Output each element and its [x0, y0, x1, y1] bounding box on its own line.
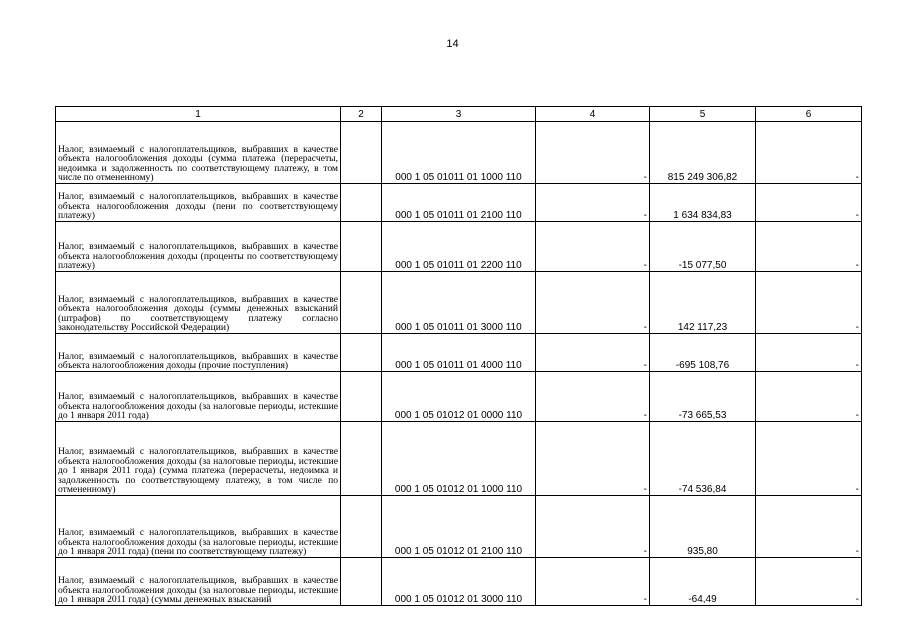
row-amount: -74 536,84	[650, 422, 756, 496]
row-col4: -	[536, 122, 650, 184]
row-budget-code: 000 1 05 01011 01 2100 110	[382, 184, 536, 222]
table-header-row	[56, 107, 862, 122]
row-col2	[341, 372, 382, 422]
table-row	[56, 184, 862, 222]
row-budget-code: 000 1 05 01011 01 2200 110	[382, 222, 536, 272]
row-budget-code: 000 1 05 01012 01 2100 110	[382, 496, 536, 558]
table-row	[56, 496, 862, 558]
row-col4: -	[536, 496, 650, 558]
row-col4: -	[536, 334, 650, 372]
row-col6: -	[756, 422, 862, 496]
column-header-3: 3	[382, 107, 536, 122]
row-col6: -	[756, 372, 862, 422]
row-name: Налог, взимаемый с налогоплательщиков, выбравших в качестве объекта налогообложения доходы (пени по соответствующему платежу)	[56, 184, 341, 222]
table-row	[56, 422, 862, 496]
row-col4: -	[536, 184, 650, 222]
row-col2	[341, 222, 382, 272]
row-amount: 815 249 306,82	[650, 122, 756, 184]
row-col2	[341, 122, 382, 184]
page-number: 14	[446, 38, 459, 50]
column-header-2: 2	[341, 107, 382, 122]
table-row	[56, 272, 862, 334]
row-col6: -	[756, 334, 862, 372]
column-header-6: 6	[756, 107, 862, 122]
row-budget-code: 000 1 05 01012 01 1000 110	[382, 422, 536, 496]
row-name: Налог, взимаемый с налогоплательщиков, выбравших в качестве объекта налогообложения доходы (сумма платежа (перерасчеты, недоимка и задолженность по соответствующему платежу, в том числе по отмененному)	[56, 122, 341, 184]
row-amount: 935,80	[650, 496, 756, 558]
row-col2	[341, 558, 382, 606]
row-col2	[341, 334, 382, 372]
row-col4: -	[536, 422, 650, 496]
row-name: Налог, взимаемый с налогоплательщиков, выбравших в качестве объекта налогообложения доходы (за налоговые периоды, истекшие до 1 января 2011 года) (сумма платежа (перерасчеты, недоимка и задолженность по соответствующему платежу, в том числе по отмененному)	[56, 422, 341, 496]
row-col6: -	[756, 496, 862, 558]
row-name: Налог, взимаемый с налогоплательщиков, выбравших в качестве объекта налогообложения доходы (прочие поступления)	[56, 334, 341, 372]
row-col4: -	[536, 222, 650, 272]
row-amount: -64,49	[650, 558, 756, 606]
column-header-5: 5	[650, 107, 756, 122]
row-col2	[341, 422, 382, 496]
row-col2	[341, 184, 382, 222]
row-name: Налог, взимаемый с налогоплательщиков, выбравших в качестве объекта налогообложения доходы (за налоговые периоды, истекшие до 1 января 2011 года) (суммы денежных взысканий	[56, 558, 341, 606]
row-name: Налог, взимаемый с налогоплательщиков, выбравших в качестве объекта налогообложения доходы (за налоговые периоды, истекшие до 1 января 2011 года)	[56, 372, 341, 422]
row-budget-code: 000 1 05 01011 01 1000 110	[382, 122, 536, 184]
row-budget-code: 000 1 05 01012 01 0000 110	[382, 372, 536, 422]
column-header-4: 4	[536, 107, 650, 122]
row-col4: -	[536, 272, 650, 334]
table-row	[56, 122, 862, 184]
row-col6: -	[756, 122, 862, 184]
row-col6: -	[756, 222, 862, 272]
row-name: Налог, взимаемый с налогоплательщиков, выбравших в качестве объекта налогообложения доходы (проценты по соответствующему платежу)	[56, 222, 341, 272]
row-col4: -	[536, 558, 650, 606]
row-col2	[341, 496, 382, 558]
table-row	[56, 372, 862, 422]
row-col6: -	[756, 184, 862, 222]
row-amount: -695 108,76	[650, 334, 756, 372]
table-row	[56, 334, 862, 372]
row-amount: -15 077,50	[650, 222, 756, 272]
row-name: Налог, взимаемый с налогоплательщиков, выбравших в качестве объекта налогообложения доходы (за налоговые периоды, истекшие до 1 января 2011 года) (пени по соответствующему платежу)	[56, 496, 341, 558]
row-col6: -	[756, 558, 862, 606]
revenue-table	[55, 106, 862, 606]
row-amount: -73 665,53	[650, 372, 756, 422]
row-budget-code: 000 1 05 01011 01 3000 110	[382, 272, 536, 334]
table-row	[56, 558, 862, 606]
table-row	[56, 222, 862, 272]
row-name: Налог, взимаемый с налогоплательщиков, выбравших в качестве объекта налогообложения доходы (суммы денежных взысканий (штрафов) по соответствующему платежу согласно законодательству Российской Федерации)	[56, 272, 341, 334]
row-budget-code: 000 1 05 01012 01 3000 110	[382, 558, 536, 606]
row-amount: 1 634 834,83	[650, 184, 756, 222]
row-col2	[341, 272, 382, 334]
row-col4: -	[536, 372, 650, 422]
row-amount: 142 117,23	[650, 272, 756, 334]
row-budget-code: 000 1 05 01011 01 4000 110	[382, 334, 536, 372]
column-header-1: 1	[56, 107, 341, 122]
row-col6: -	[756, 272, 862, 334]
